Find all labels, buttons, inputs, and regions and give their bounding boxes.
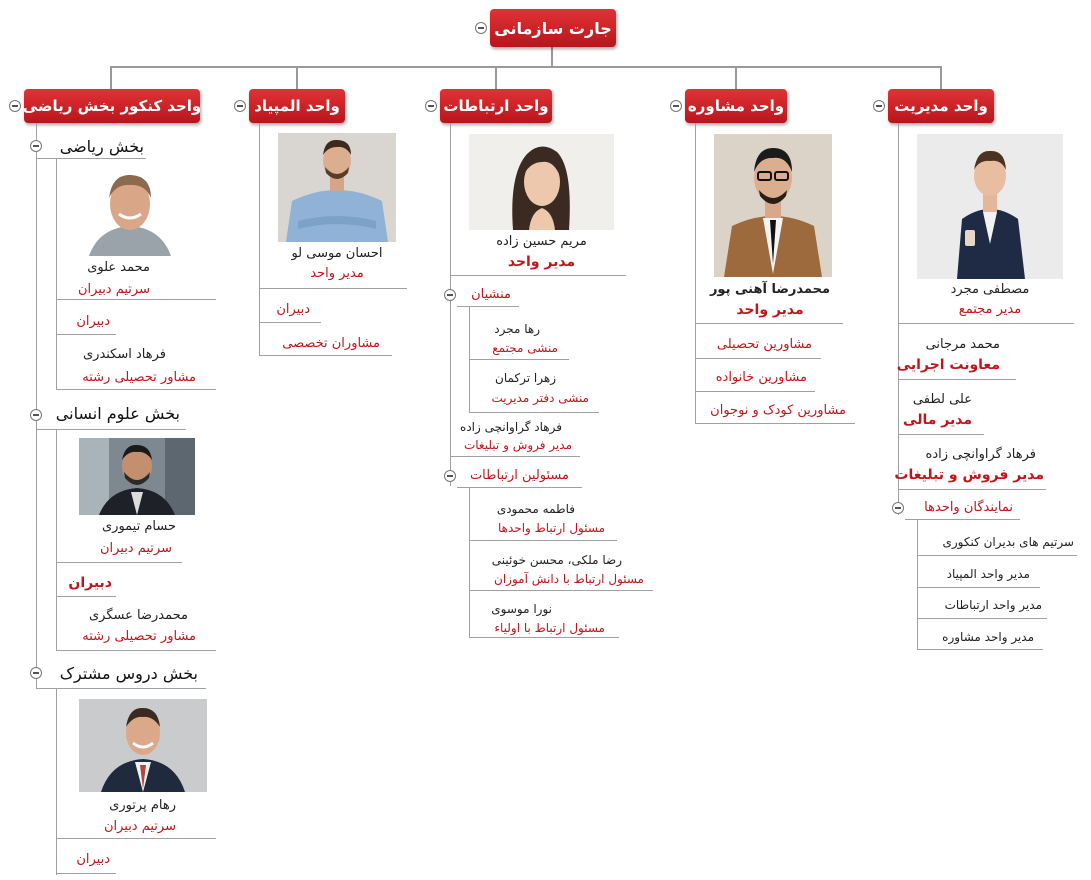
connector xyxy=(898,434,984,435)
connector xyxy=(898,489,1046,490)
olympiad-item-2: مشاوران تخصصی xyxy=(282,336,380,351)
chart-title-node[interactable]: جارت سازمانی xyxy=(490,9,616,47)
mgmt-item-3-name: فرهاد گراوانچی زاده xyxy=(925,447,1036,462)
consulting-head-name: محمدرضا آهنی پور xyxy=(709,282,831,297)
consulting-item-2: مشاورین خانواده xyxy=(715,370,807,385)
connector xyxy=(259,123,260,355)
connector xyxy=(469,637,619,638)
management-head-name: مصطفی مجرد xyxy=(950,282,1030,297)
collapse-toggle-management[interactable] xyxy=(873,100,885,112)
management-head-photo xyxy=(917,134,1063,279)
connector xyxy=(36,429,186,430)
general-teachers: دبیران xyxy=(76,852,110,867)
connector xyxy=(469,540,617,541)
math-advisor-name: فرهاد اسکندری xyxy=(82,347,166,362)
connector xyxy=(898,379,1016,380)
math-teachers: دبیران xyxy=(76,314,110,329)
math-head-photo xyxy=(79,170,181,256)
connector xyxy=(695,358,821,359)
connector xyxy=(917,555,1077,556)
section-general-title: بخش دروس مشترک xyxy=(59,664,198,683)
connector xyxy=(735,66,737,90)
unit-olympiad-node[interactable]: واحد المپیاد xyxy=(249,89,345,123)
officer-1-name: فاطمه محمودی xyxy=(496,502,575,516)
communications-head-name: مریم حسین زاده xyxy=(496,234,587,249)
humanities-teachers: دبیران xyxy=(68,575,112,591)
mgmt-item-2-role: مدیر مالی xyxy=(903,412,972,428)
officers-title: مسئولین ارتباطات xyxy=(469,468,569,483)
connector xyxy=(56,562,182,563)
collapse-toggle-olympiad[interactable] xyxy=(234,100,246,112)
reps-item-1: سرتیم های بدیران کنکوری xyxy=(942,535,1074,549)
connector xyxy=(469,590,653,591)
mgmt-item-1-role: معاونت اجرایی xyxy=(896,357,1000,373)
collapse-toggle-humanities[interactable] xyxy=(30,409,42,421)
connector xyxy=(36,158,146,159)
connector xyxy=(56,158,57,390)
unit-consulting-node[interactable]: واحد مشاوره xyxy=(685,89,787,123)
person-photo-icon xyxy=(79,170,181,256)
secretaries-title: منشیان xyxy=(471,287,511,302)
collapse-toggle-root[interactable] xyxy=(475,22,487,34)
person-photo-icon xyxy=(714,134,832,277)
olympiad-head-role: مدیر واحد xyxy=(310,266,364,281)
unit-management-node[interactable]: واحد مدیریت xyxy=(888,89,994,123)
section-math-title: بخش ریاضی xyxy=(59,137,144,156)
connector xyxy=(56,838,216,839)
connector xyxy=(450,456,580,457)
collapse-toggle-consulting[interactable] xyxy=(670,100,682,112)
connector xyxy=(56,688,57,875)
comm-sales-name: فرهاد گراوانچی زاده xyxy=(460,420,562,434)
connector xyxy=(469,359,569,360)
connector xyxy=(56,596,116,597)
humanities-head-photo xyxy=(79,438,195,515)
collapse-toggle-math[interactable] xyxy=(30,140,42,152)
olympiad-head-name: احسان موسی لو xyxy=(291,246,383,261)
connector xyxy=(898,323,1074,324)
person-photo-icon xyxy=(278,133,396,242)
section-humanities-title: بخش علوم انسانی xyxy=(55,404,180,423)
connector xyxy=(917,519,918,649)
connector xyxy=(469,487,470,637)
reps-item-2: مدیر واحد المپیاد xyxy=(946,567,1030,581)
connector xyxy=(695,423,855,424)
secretary-1-name: رها مجرد xyxy=(494,322,540,336)
communications-head-photo xyxy=(469,134,614,230)
mgmt-item-1-name: محمد مرجانی xyxy=(925,337,1000,352)
connector xyxy=(56,429,57,651)
consulting-head-photo xyxy=(714,134,832,277)
secretary-1-role: منشی مجتمع xyxy=(492,341,558,355)
connector xyxy=(450,275,626,276)
person-photo-icon xyxy=(917,134,1063,279)
collapse-toggle-secretaries[interactable] xyxy=(444,289,456,301)
secretary-2-name: زهرا ترکمان xyxy=(495,371,556,385)
person-photo-icon xyxy=(469,134,614,230)
top-bus-line xyxy=(110,66,942,68)
connector xyxy=(469,412,599,413)
connector xyxy=(898,123,899,515)
connector xyxy=(450,123,451,486)
connector xyxy=(457,487,582,488)
math-head-name: محمد علوی xyxy=(87,260,150,275)
connector xyxy=(495,66,497,90)
officer-2-role: مسئول ارتباط با دانش آموزان xyxy=(494,572,644,586)
connector xyxy=(917,618,1047,619)
connector xyxy=(917,649,1043,650)
math-head-role: سرتیم دبیران xyxy=(77,282,150,297)
connector xyxy=(259,355,392,356)
connector xyxy=(56,650,216,651)
unit-communications-node[interactable]: واحد ارتباطات xyxy=(440,89,552,123)
collapse-toggle-general[interactable] xyxy=(30,667,42,679)
connector xyxy=(110,66,112,90)
connector xyxy=(259,322,321,323)
connector xyxy=(296,66,298,90)
humanities-head-name: حسام تیموری xyxy=(101,519,176,534)
connector xyxy=(905,519,1020,520)
connector xyxy=(56,334,116,335)
reps-item-4: مدیر واحد مشاوره xyxy=(942,630,1034,644)
olympiad-item-1: دبیران xyxy=(276,302,310,317)
collapse-toggle-officers[interactable] xyxy=(444,470,456,482)
connector xyxy=(259,288,407,289)
math-advisor-role: مشاور تحصیلی رشته xyxy=(82,370,196,385)
connector xyxy=(457,306,519,307)
consulting-head-role: مدیر واحد xyxy=(736,302,804,318)
connector xyxy=(695,391,815,392)
connector xyxy=(917,587,1040,588)
collapse-toggle-reps[interactable] xyxy=(892,502,904,514)
general-head-role: سرتیم دبیران xyxy=(103,819,176,834)
connector xyxy=(56,299,216,300)
connector xyxy=(56,873,116,874)
connector xyxy=(36,688,206,689)
person-photo-icon xyxy=(79,699,207,792)
reps-item-3: مدیر واحد ارتباطات xyxy=(944,598,1042,612)
consulting-item-3: مشاورین کودک و نوجوان xyxy=(710,403,846,418)
general-head-name: رهام پرتوری xyxy=(109,798,176,813)
officer-3-name: نورا موسوی xyxy=(491,602,552,616)
officer-1-role: مسئول ارتباط واحدها xyxy=(498,521,605,535)
person-photo-icon xyxy=(79,438,195,515)
connector xyxy=(695,323,843,324)
consulting-item-1: مشاورین تحصیلی xyxy=(716,337,812,352)
communications-head-role: مدیر واحد xyxy=(507,254,576,270)
mgmt-item-3-role: مدیر فروش و تبلیغات xyxy=(894,467,1044,483)
mgmt-reps-title: نمایندگان واحدها xyxy=(924,500,1013,515)
management-head-role: مدیر مجتمع xyxy=(958,302,1022,317)
root-connector xyxy=(551,47,553,67)
connector xyxy=(695,123,696,423)
mgmt-item-2-name: علی لطفی xyxy=(912,392,972,407)
officer-3-role: مسئول ارتباط با اولیاء xyxy=(494,621,605,635)
officer-2-name: رضا ملکی، محسن خوئینی xyxy=(491,553,622,567)
general-head-photo xyxy=(79,699,207,792)
connector xyxy=(56,389,216,390)
connector xyxy=(940,66,942,90)
unit-konkur-node[interactable]: واحد کنکور بخش ریاضی xyxy=(24,89,200,123)
olympiad-head-photo xyxy=(278,133,396,242)
humanities-head-role: سرتیم دبیران xyxy=(99,541,172,556)
comm-sales-role: مدیر فروش و تبلیغات xyxy=(463,438,572,452)
humanities-advisor-role: مشاور تحصیلی رشته xyxy=(82,629,196,644)
secretary-2-role: منشی دفتر مدیریت xyxy=(491,391,589,405)
collapse-toggle-konkur[interactable] xyxy=(9,100,21,112)
connector xyxy=(36,123,37,688)
humanities-advisor-name: محمدرضا عسگری xyxy=(89,608,188,623)
collapse-toggle-communications[interactable] xyxy=(425,100,437,112)
